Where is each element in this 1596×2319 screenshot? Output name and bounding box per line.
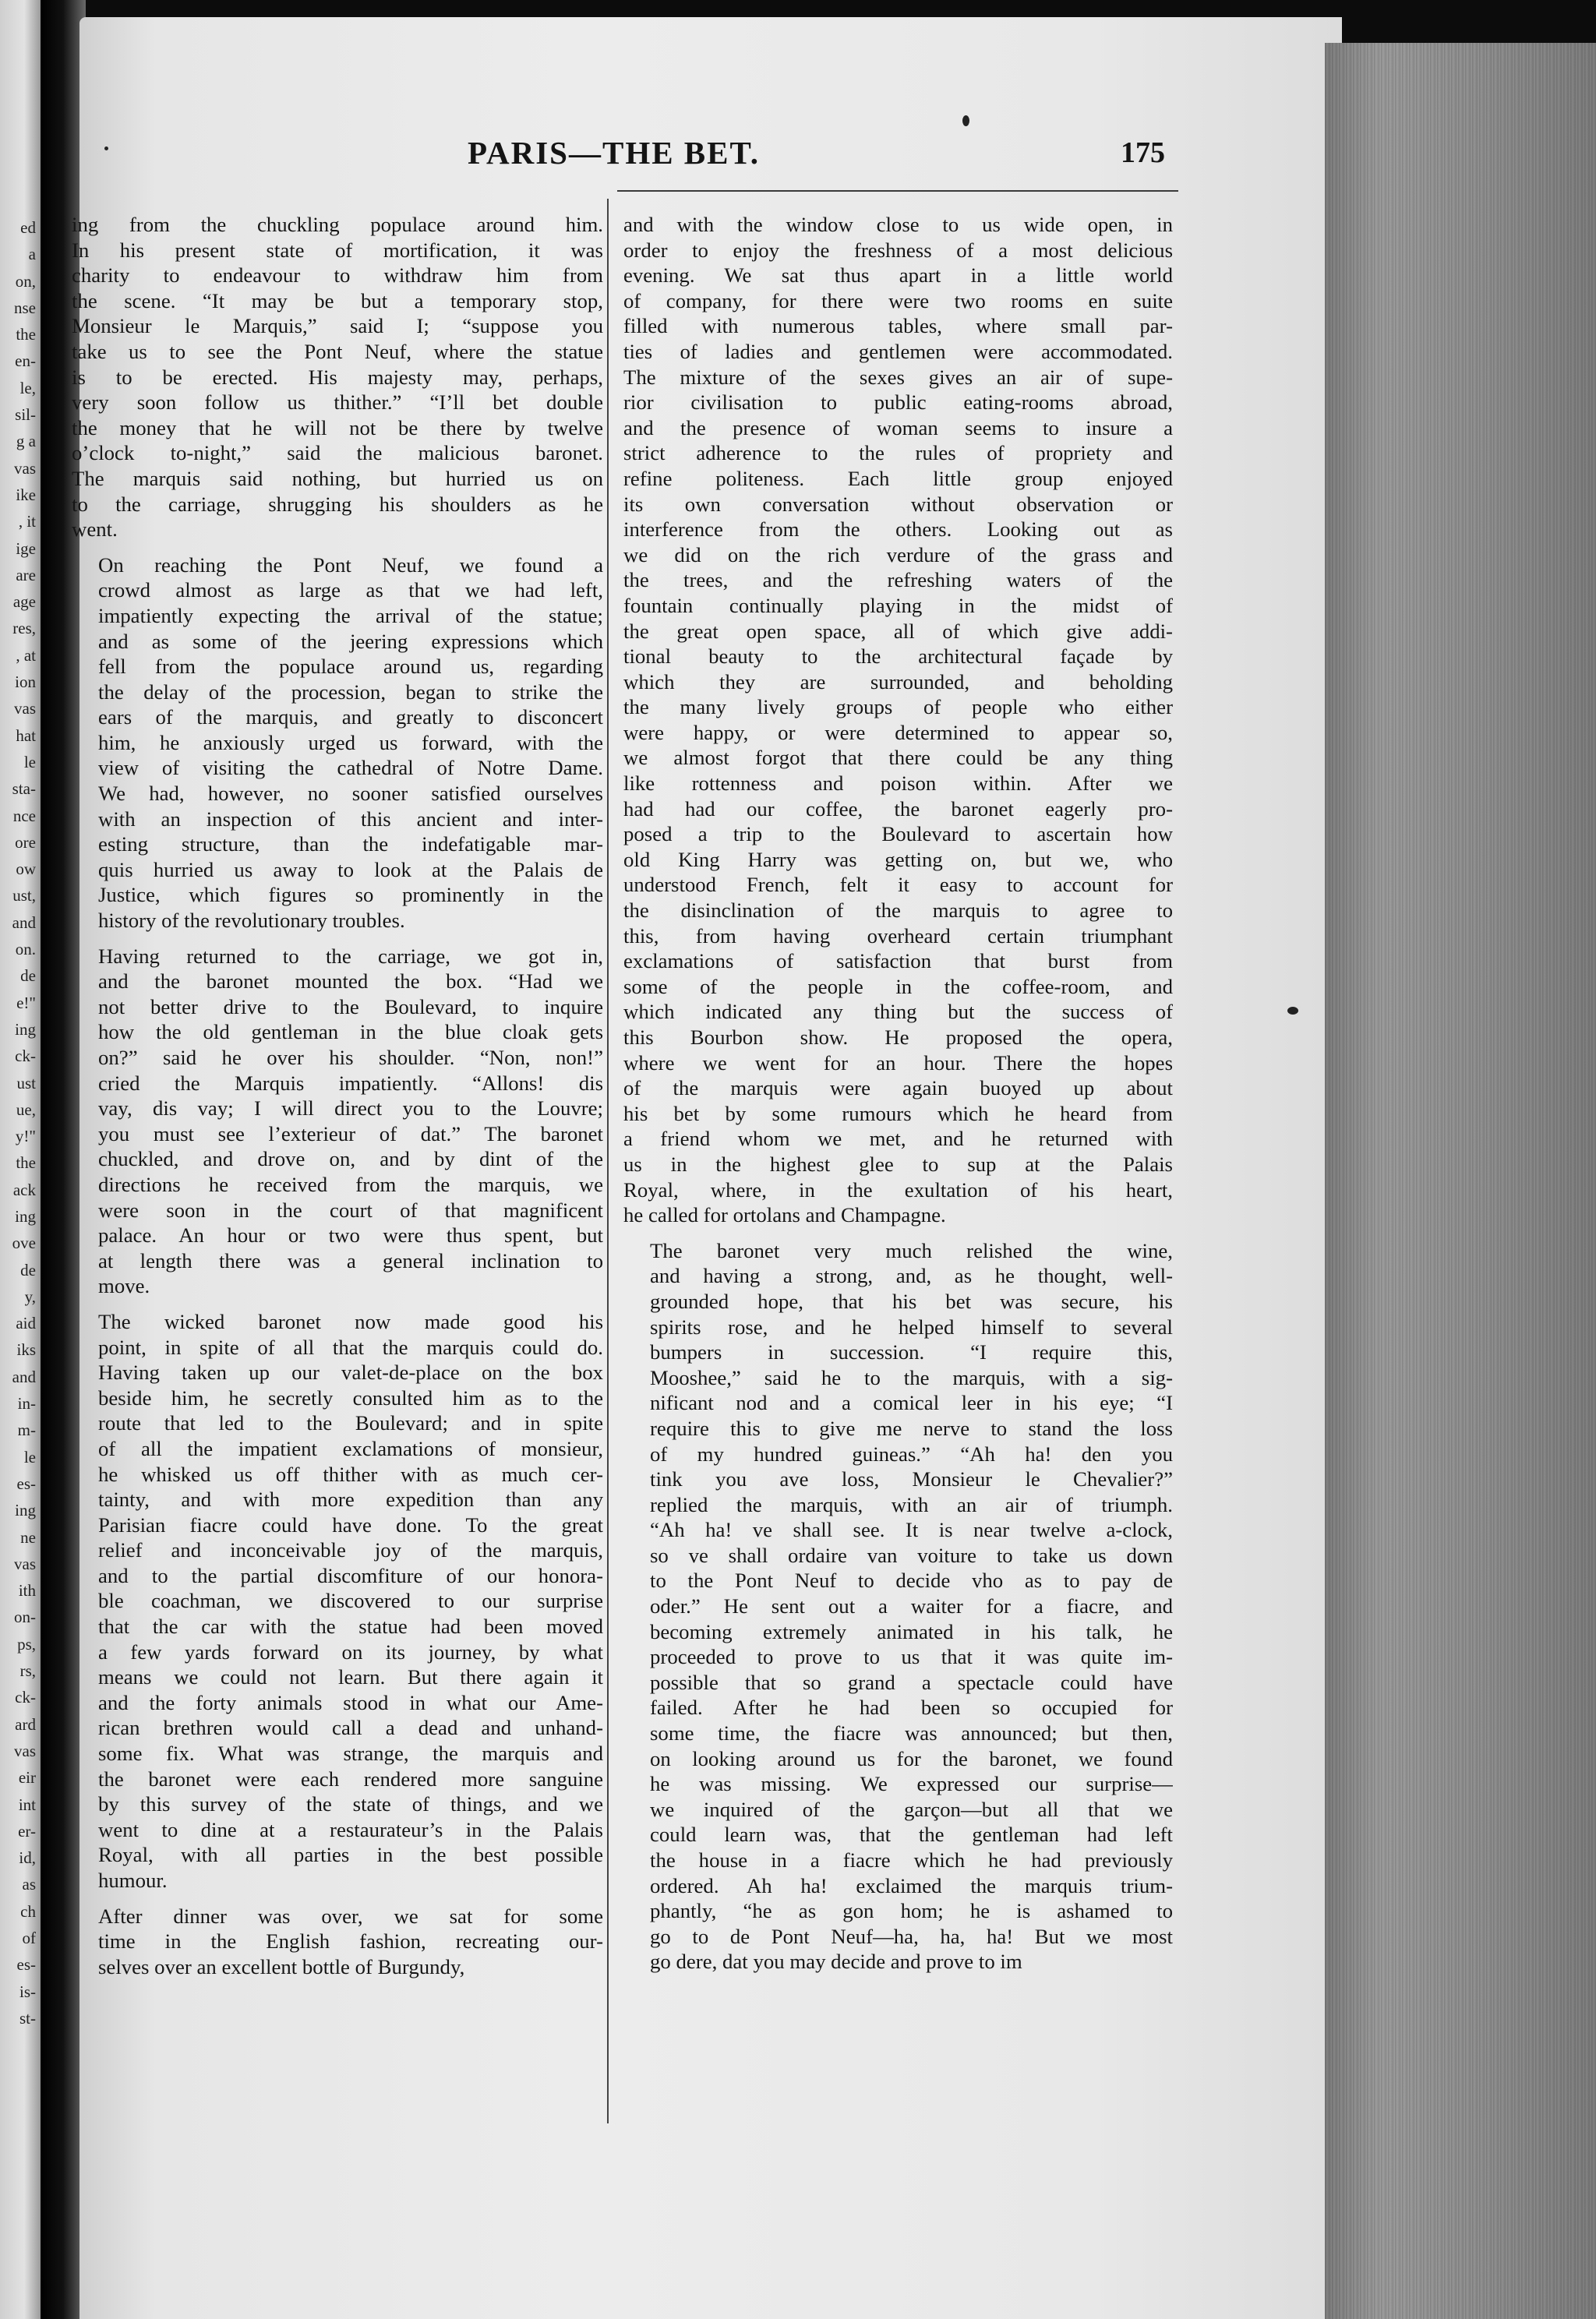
margin-fragment: y!" [15, 1127, 36, 1146]
text-line: the disinclination of the marquis to agree to [623, 898, 1173, 923]
text-line: nificant nod and a comical leer in his eye; “I [650, 1391, 1173, 1415]
margin-fragment: is- [19, 1982, 36, 2001]
text-line: ble coachman, we discovered to our surprise [98, 1589, 603, 1613]
margin-fragment: ore [15, 832, 36, 852]
text-line: he whisked us off thither with as much cer- [98, 1462, 603, 1486]
text-line: the house in a fiacre which he had previously [650, 1848, 1173, 1872]
text-line: is to be erected. His majesty may, perhaps, [72, 365, 603, 389]
margin-fragment: on. [15, 940, 36, 959]
margin-fragment: vas [14, 699, 36, 718]
text-line: impatiently expecting the arrival of the statue; [98, 603, 603, 627]
text-line: could learn was, that the gentleman had left [650, 1823, 1173, 1847]
text-line: the great open space, all of which give addi- [623, 619, 1173, 643]
text-line: this Bourbon show. He proposed the opera, [623, 1025, 1173, 1049]
text-line: Royal, where, in the exultation of his heart, [623, 1177, 1173, 1202]
margin-fragment: id, [19, 1848, 36, 1868]
margin-fragment: y, [24, 1287, 36, 1306]
margin-fragment: a [28, 245, 36, 264]
column-rule [607, 199, 609, 2123]
text-line: tional beauty to the architectural façade by [623, 644, 1173, 669]
margin-fragment: de [20, 966, 36, 986]
text-line: and the forty animals stood in what our Ame- [98, 1690, 603, 1714]
text-line: We had, however, no sooner satisfied ourselves [98, 782, 603, 806]
margin-fragment: vas [14, 458, 36, 478]
text-line: how the old gentleman in the blue cloak gets [98, 1020, 603, 1044]
text-line: rior civilisation to public eating-rooms abroad, [623, 390, 1173, 415]
text-line: its own conversation without observation or [623, 492, 1173, 516]
paragraph [72, 1904, 603, 1980]
paragraph [72, 552, 603, 934]
text-line: on looking around us for the baronet, we found [650, 1746, 1173, 1770]
text-line: very soon follow us thither.” “I’ll bet double [72, 390, 603, 415]
text-line: On reaching the Pont Neuf, we found a [98, 552, 603, 577]
text-line: not better drive to the Boulevard, to inquire [98, 994, 603, 1018]
text-line: so ve shall ordaire van voiture to take us down [650, 1543, 1173, 1567]
text-line: the baronet were each rendered more sanguine [98, 1767, 603, 1791]
text-line: of my hundred guineas.” “Ah ha! den you [650, 1442, 1173, 1466]
text-line: Having returned to the carriage, we got in, [98, 944, 603, 968]
text-line: phantly, “he as gon hom; he is ashamed to [650, 1899, 1173, 1923]
margin-fragment: int [18, 1795, 36, 1814]
text-line: crowd almost as large as that we had left, [98, 578, 603, 602]
right-column [623, 212, 1173, 1975]
text-line: the delay of the procession, began to strike the [98, 679, 603, 704]
text-line: refine politeness. Each little group enjoyed [623, 466, 1173, 490]
margin-fragment: are [16, 565, 36, 584]
text-line: charity to endeavour to withdraw him from [72, 263, 603, 288]
margin-fragment: , it [18, 512, 36, 531]
text-line: time in the English fashion, recreating our- [98, 1929, 603, 1954]
text-line: posed a trip to the Boulevard to ascertain how [623, 822, 1173, 846]
margin-fragment: sta- [12, 779, 36, 799]
text-line: beside him, he secretly consulted him as to the [98, 1385, 603, 1410]
text-line: on?” said he over his shoulder. “Non, non!” [98, 1046, 603, 1069]
text-line: the money that he will not be there by twelve [72, 415, 603, 439]
margin-fragment: on, [15, 271, 36, 291]
margin-fragment: on- [14, 1608, 36, 1627]
paragraph [623, 1238, 1173, 1975]
text-line: where we went for an hour. There the hopes [623, 1050, 1173, 1075]
margin-fragment: res, [12, 619, 36, 638]
text-line: of the marquis were again buoyed up about [623, 1076, 1173, 1100]
paragraph [72, 944, 603, 1299]
text-line: In his present state of mortification, it was [72, 238, 603, 262]
text-line: that the car with the statue had been moved [98, 1615, 603, 1639]
text-line: “Ah ha! ve shall see. It is near twelve a-clock, [650, 1518, 1173, 1542]
text-line: and to the partial discomfiture of our honora- [98, 1563, 603, 1587]
text-line: Royal, with all parties in the best possible [98, 1843, 603, 1867]
text-line: old King Harry was getting on, but we, who [623, 847, 1173, 871]
text-line: him, he anxiously urged us forward, with the [98, 730, 603, 754]
text-line: The marquis said nothing, but hurried us on [72, 466, 603, 490]
margin-fragment: , at [16, 645, 36, 665]
text-line: selves over an excellent bottle of Burgundy, [98, 1954, 465, 1978]
margin-fragment: ing [15, 1501, 36, 1520]
margin-fragment: nce [12, 806, 36, 825]
text-line: we almost forgot that there could be any thing [623, 746, 1173, 770]
text-line: like rottenness and poison within. After we [623, 771, 1173, 796]
text-line: and having a strong, and, as he thought, well- [650, 1264, 1173, 1288]
margin-fragment: of [22, 1929, 36, 1947]
text-line: filled with numerous tables, where small par- [623, 314, 1173, 338]
text-line: history of the revolutionary troubles. [98, 909, 405, 933]
text-line: After dinner was over, we sat for some [98, 1904, 603, 1928]
text-line: were happy, or were determined to appear so, [623, 720, 1173, 744]
text-line: this, from having overheard certain triumphant [623, 923, 1173, 948]
margin-fragment: m- [17, 1421, 36, 1440]
text-line: directions he received from the marquis, we [98, 1172, 603, 1196]
text-line: evening. We sat thus apart in a little world [623, 263, 1173, 288]
margin-fragment: the [16, 325, 36, 344]
text-line: view of visiting the cathedral of Notre Dame. [98, 756, 603, 780]
text-line: proceeded to prove to us that it was quite im- [650, 1645, 1173, 1669]
margin-fragment: ck- [15, 1047, 36, 1066]
margin-fragment: vas [14, 1554, 36, 1573]
margin-fragment: and [12, 912, 36, 932]
text-line: ordered. Ah ha! exclaimed the marquis trium- [650, 1873, 1173, 1897]
text-line: went to dine at a restaurateur’s in the Palais [98, 1817, 603, 1841]
text-line: humour. [98, 1869, 168, 1892]
margin-fragment: ne [20, 1527, 36, 1547]
text-line: some fix. What was strange, the marquis and [98, 1742, 603, 1766]
text-line: rican brethren would call a dead and unhand- [98, 1716, 603, 1740]
text-line: move. [98, 1274, 150, 1298]
text-line: bumpers in succession. “I require this, [650, 1340, 1173, 1364]
text-line: failed. After he had been so occupied for [650, 1696, 1173, 1720]
text-line: of all the impatient exclamations of monsieur, [98, 1436, 603, 1460]
paragraph [72, 1309, 603, 1894]
margin-fragment: in- [17, 1394, 36, 1414]
margin-fragment: ust, [12, 886, 36, 905]
text-line: ing from the chuckling populace around him. [72, 213, 603, 236]
margin-fragment: le [23, 1447, 36, 1467]
text-line: Monsieur le Marquis,” said I; “suppose you [72, 314, 603, 338]
text-line: esting structure, than the indefatigable mar- [98, 832, 603, 856]
text-line: grounded hope, that his bet was secure, his [650, 1289, 1173, 1313]
margin-fragment: ing [15, 1206, 36, 1226]
text-line: possible that so grand a spectacle could have [650, 1670, 1173, 1694]
margin-fragment: nse [14, 298, 36, 317]
text-line: the many lively groups of people who either [623, 695, 1173, 719]
text-line: go to de Pont Neuf—ha, ha, ha! But we most [650, 1924, 1173, 1948]
text-line: tink you ave loss, Monsieur le Chevalier?” [650, 1467, 1173, 1491]
text-line: which indicated any thing but the success of [623, 1000, 1173, 1024]
margin-fragment: the [16, 1153, 36, 1173]
text-line: palace. An hour or two were thus spent, but [98, 1223, 603, 1248]
text-line: the scene. “It may be but a temporary stop, [72, 288, 603, 312]
margin-fragment: age [12, 592, 36, 612]
text-line: relief and inconceivable joy of the marquis, [98, 1538, 603, 1562]
margin-fragment: ow [16, 859, 36, 879]
margin-fragment: ike [16, 485, 36, 504]
margin-fragment: de [20, 1260, 36, 1280]
previous-page-text-fragments [0, 214, 41, 2100]
text-line: The wicked baronet now made good his [98, 1309, 603, 1333]
text-line: chuckled, and drove on, and by dint of the [98, 1147, 603, 1171]
header-rule [617, 190, 1178, 192]
margin-fragment: ith [18, 1581, 36, 1601]
margin-fragment: rs, [19, 1661, 36, 1681]
margin-fragment: e!" [16, 993, 36, 1012]
margin-fragment: ust [16, 1073, 36, 1092]
margin-fragment: ue, [16, 1099, 36, 1119]
page-number: 175 [1121, 136, 1165, 169]
margin-fragment: ck- [15, 1688, 36, 1707]
ink-spot [104, 146, 108, 150]
margin-fragment: ard [15, 1714, 36, 1734]
book-page-edges [1325, 43, 1596, 2319]
text-line: and the presence of woman seems to insure a [623, 415, 1173, 439]
text-line: Mooshee,” said he to the marquis, with a sig- [650, 1365, 1173, 1389]
margin-fragment: eir [18, 1768, 36, 1788]
text-line: Parisian fiacre could have done. To the great [98, 1512, 603, 1537]
text-line: a friend whom we met, and he returned with [623, 1127, 1173, 1151]
text-line: he called for ortolans and Champagne. [623, 1203, 946, 1227]
text-line: went. [72, 517, 118, 542]
text-line: fell from the populace around us, regarding [98, 655, 603, 679]
text-line: Having taken up our valet-de-place on the box [98, 1361, 603, 1385]
text-line: of company, for there were two rooms en suite [623, 288, 1173, 312]
margin-fragment: g a [16, 432, 36, 451]
text-line: route that led to the Boulevard; and in spite [98, 1411, 603, 1435]
margin-fragment: es- [16, 1474, 36, 1493]
text-line: had had our coffee, the baronet eagerly pro- [623, 796, 1173, 821]
margin-fragment: ch [20, 1901, 36, 1921]
margin-fragment: es- [16, 1955, 36, 1975]
margin-fragment: ps, [17, 1634, 36, 1654]
margin-fragment: er- [18, 1821, 36, 1841]
margin-fragment: le, [19, 378, 36, 397]
text-line: ears of the marquis, and greatly to disconcert [98, 705, 603, 729]
running-head-title: PARIS—THE BET. [468, 135, 761, 171]
margin-fragment: le [23, 752, 36, 771]
text-line: tainty, and with more expedition than any [98, 1488, 603, 1512]
margin-fragment: en- [15, 351, 36, 371]
text-line: oder.” He sent out a waiter for a fiacre, and [650, 1594, 1173, 1618]
margin-fragment: as [22, 1875, 36, 1894]
text-line: were soon in the court of that magnificent [98, 1198, 603, 1222]
text-line: order to enjoy the freshness of a most delicious [623, 238, 1173, 262]
text-line: the trees, and the refreshing waters of the [623, 568, 1173, 592]
margin-fragment: ove [12, 1234, 36, 1253]
text-line: vay, dis vay; I will direct you to the Louvre; [98, 1096, 603, 1121]
text-line: to the carriage, shrugging his shoulders as he [72, 492, 603, 516]
margin-fragment: ion [15, 672, 36, 692]
text-line: go dere, dat you may decide and prove to im [650, 1950, 1022, 1974]
text-line: becoming extremely animated in his talk, he [650, 1619, 1173, 1643]
text-line: and as some of the jeering expressions which [98, 629, 603, 653]
margin-fragment: aid [16, 1314, 36, 1333]
margin-fragment: iks [16, 1340, 36, 1360]
paragraph [623, 212, 1173, 1228]
text-line: with an inspection of this ancient and inter- [98, 807, 603, 831]
ink-spot [962, 115, 969, 126]
text-line: point, in spite of all that the marquis could do. [98, 1335, 603, 1359]
text-line: spirits rose, and he helped himself to several [650, 1315, 1173, 1339]
margin-fragment: and [12, 1367, 36, 1386]
text-line: a few yards forward on its journey, by what [98, 1640, 603, 1664]
text-line: interference from the others. Looking out as [623, 517, 1173, 542]
text-line: cried the Marquis impatiently. “Allons! dis [98, 1071, 603, 1095]
margin-fragment: ed [20, 218, 36, 237]
text-line: which they are surrounded, and beholding [623, 669, 1173, 694]
text-line: some time, the fiacre was announced; but then, [650, 1721, 1173, 1745]
text-line: to the Pont Neuf to decide vho as to pay de [650, 1569, 1173, 1593]
text-line: The mixture of the sexes gives an air of supe- [623, 365, 1173, 389]
paragraph [72, 212, 603, 542]
text-line: Justice, which figures so prominently in the [98, 883, 603, 907]
margin-fragment: hat [16, 725, 36, 745]
text-line: we inquired of the garçon—but all that we [650, 1797, 1173, 1821]
ink-spot [1287, 1007, 1298, 1015]
text-line: you must see l’exterieur of dat.” The baronet [98, 1121, 603, 1145]
margin-fragment: ing [15, 1019, 36, 1039]
running-head [94, 134, 1208, 189]
text-line: exclamations of satisfaction that burst from [623, 949, 1173, 973]
text-line: fountain continually playing in the midst of [623, 593, 1173, 617]
text-line: we did on the rich verdure of the grass and [623, 542, 1173, 567]
text-line: us in the highest glee to sup at the Palais [623, 1152, 1173, 1176]
text-line: take us to see the Pont Neuf, where the statue [72, 339, 603, 363]
text-line: replied the marquis, with an air of triumph. [650, 1492, 1173, 1516]
text-line: his bet by some rumours which he heard from [623, 1101, 1173, 1125]
margin-fragment: ige [16, 538, 36, 558]
text-line: quis hurried us away to look at the Palais de [98, 857, 603, 881]
text-line: some of the people in the coffee-room, and [623, 974, 1173, 998]
text-line: he was missing. We expressed our surprise— [650, 1772, 1173, 1796]
text-line: o’clock to-night,” said the malicious baronet. [72, 441, 603, 465]
left-column [72, 212, 603, 1979]
margin-fragment: sil- [15, 405, 36, 425]
margin-fragment: vas [14, 1741, 36, 1760]
text-line: and with the window close to us wide open, in [623, 213, 1173, 236]
text-line: require this to give me nerve to stand the loss [650, 1416, 1173, 1440]
text-line: and the baronet mounted the box. “Had we [98, 969, 603, 994]
text-line: by this survey of the state of things, and we [98, 1792, 603, 1816]
margin-fragment: ack [12, 1180, 36, 1199]
text-line: strict adherence to the rules of propriety and [623, 441, 1173, 465]
text-line: at length there was a general inclination to [98, 1248, 603, 1272]
text-line: understood French, felt it easy to account for [623, 873, 1173, 897]
margin-fragment: st- [19, 2008, 36, 2028]
text-line: The baronet very much relished the wine, [650, 1238, 1173, 1262]
text-line: means we could not learn. But there again it [98, 1665, 603, 1689]
text-line: ties of ladies and gentlemen were accommodated. [623, 339, 1173, 363]
